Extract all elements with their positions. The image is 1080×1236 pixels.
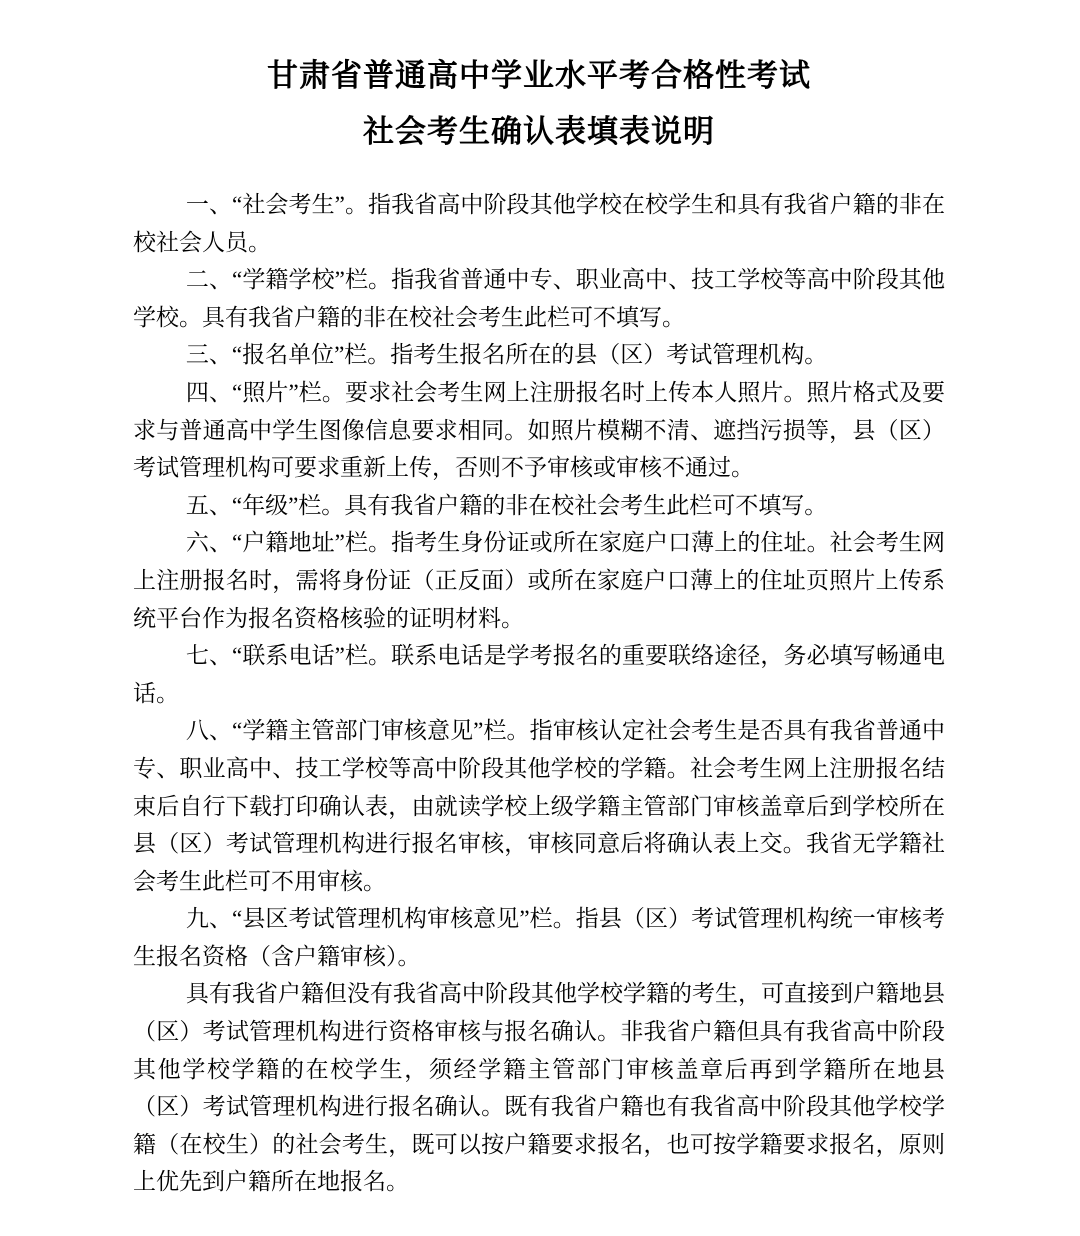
- paragraph: 九、“县区考试管理机构审核意见”栏。指县（区）考试管理机构统一审核考生报名资格（含户籍审核）。: [133, 906, 945, 969]
- paragraph: 七、“联系电话”栏。联系电话是学考报名的重要联络途径，务必填写畅通电话。: [133, 643, 945, 706]
- paragraph: 一、“社会考生”。指我省高中阶段其他学校在校学生和具有我省户籍的非在校社会人员。: [133, 192, 945, 255]
- paragraph: 四、“照片”栏。要求社会考生网上注册报名时上传本人照片。照片格式及要求与普通高中学生图像信息要求相同。如照片模糊不清、遮挡污损等，县（区）考试管理机构可要求重新上传，否则不予审核或审核不通过。: [133, 379, 945, 481]
- paragraph: 六、“户籍地址”栏。指考生身份证或所在家庭户口薄上的住址。社会考生网上注册报名时，需将身份证（正反面）或所在家庭户口薄上的住址页照片上传系统平台作为报名资格核验的证明材料。: [133, 530, 945, 631]
- document-title-block: [133, 48, 945, 160]
- paragraph: 具有我省户籍但没有我省高中阶段其他学校学籍的考生，可直接到户籍地县（区）考试管理机构进行资格审核与报名确认。非我省户籍但具有我省高中阶段其他学校学籍的在校学生，须经学籍主管部门审核盖章后再到学籍所在地县（区）考试管理机构进行报名确认。既有我省户籍也有我省高中阶段其他学校学籍（在校生）的社会考生，既可以按户籍要求报名，也可按学籍要求报名，原则上优先到户籍所在地报名。: [133, 981, 945, 1195]
- paragraph: 八、“学籍主管部门审核意见”栏。指审核认定社会考生是否具有我省普通中专、职业高中、技工学校等高中阶段其他学校的学籍。社会考生网上注册报名结束后自行下载打印确认表，由就读学校上级学籍主管部门审核盖章后到学校所在县（区）考试管理机构进行报名审核，审核同意后将确认表上交。我省无学籍社会考生此栏可不用审核。: [133, 718, 945, 894]
- document-title-line2: 社会考生确认表填表说明: [363, 114, 715, 149]
- paragraph: 五、“年级”栏。具有我省户籍的非在校社会考生此栏可不填写。: [185, 492, 828, 518]
- document-title-line1: 甘肃省普通高中学业水平考合格性考试: [267, 58, 811, 93]
- document-body: [133, 186, 945, 1201]
- paragraph: 二、“学籍学校”栏。指我省普通中专、职业高中、技工学校等高中阶段其他学校。具有我省户籍的非在校社会考生此栏可不填写。: [133, 267, 945, 330]
- paragraph: 三、“报名单位”栏。指考生报名所在的县（区）考试管理机构。: [185, 342, 828, 368]
